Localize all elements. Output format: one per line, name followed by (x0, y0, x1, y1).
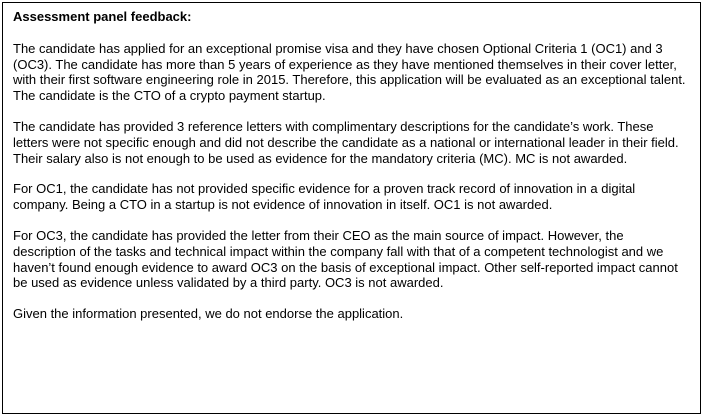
paragraph-oc1: For OC1, the candidate has not provided specific evidence for a proven track record of innovation in a digital company. Being a CTO in a startup is not evidence of innovation in itself. OC1 is not awarded. (13, 181, 636, 213)
paragraph-oc3: For OC3, the candidate has provided the letter from their CEO as the main source of impact. However, the description of the tasks and technical impact within the company fall with that of a competent technologist and we haven’t found enough evidence to award OC3 on the basis of exceptional impact. Other self-reported impact cannot be used as evidence unless validated by a third party. OC3 is not awarded. (13, 227, 678, 291)
paragraph-conclusion: Given the information presented, we do not endorse the application. (13, 306, 404, 322)
paragraph-overview: The candidate has applied for an exceptional promise visa and they have chosen Optional Criteria 1 (OC1) and 3 (OC3). The candidate has more than 5 years of experience as they have mentioned themselves in their cover letter, with their first software engineering role in 2015. Therefore, this application will be evaluated as an exceptional talent. The candidate is the CTO of a crypto payment startup. (13, 40, 686, 104)
paragraph-mandatory-criteria: The candidate has provided 3 reference letters with complimentary descriptions for the candidate’s work. These letters were not specific enough and did not describe the candidate as a national or international leader in their field. Their salary also is not enough to be used as evidence for the mandatory criteria (MC). MC is not awarded. (13, 118, 679, 166)
panel-heading: Assessment panel feedback: (13, 9, 192, 24)
feedback-panel (2, 2, 701, 414)
